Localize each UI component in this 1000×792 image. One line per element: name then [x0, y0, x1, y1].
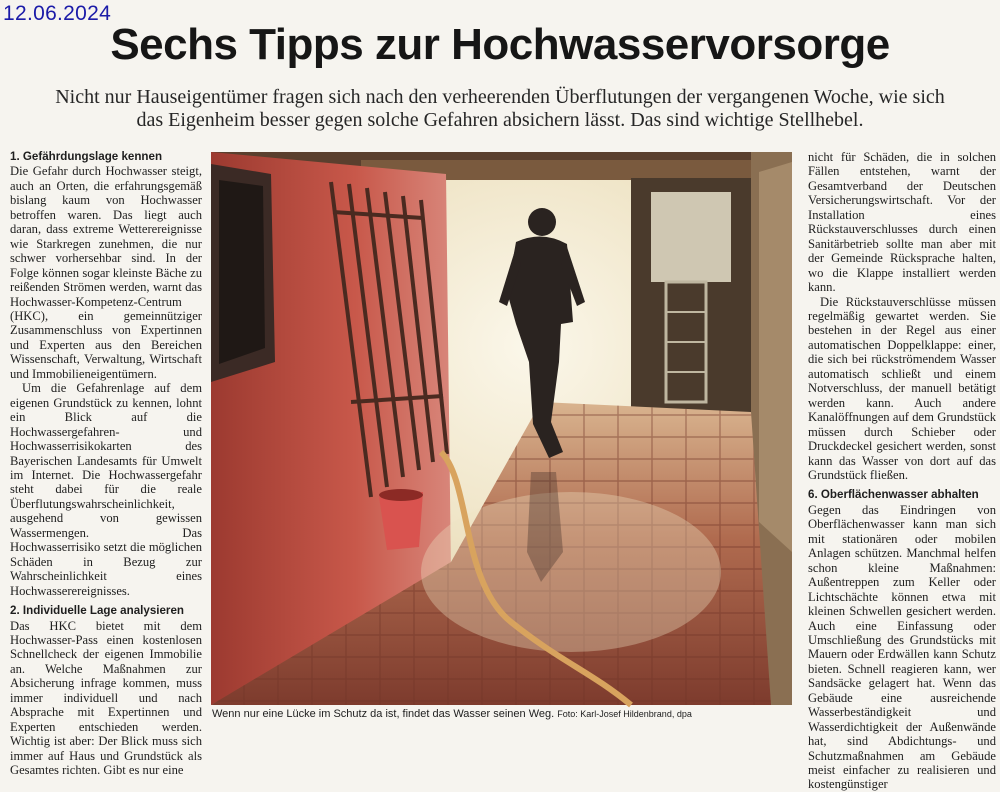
paragraph: Um die Gefahrenlage auf dem eigenen Grundstück zu kennen, lohnt ein Blick auf die Hochwassergefahren- und Hochwasserrisikokarten des Bayerischen Landesamts für Umwelt im Internet. Die Hochwassergefahr steht dabei für die reale Überflutungswahrscheinlichkeit, ausgehend von gewissen Wassermengen. Das Hochwasserrisiko setzt die möglichen Schäden in Bezug zur Wahrscheinlichkeit eines Hochwasserereignisses.	[10, 381, 202, 598]
flooded-basement-photo	[211, 152, 792, 705]
photo-caption	[212, 708, 802, 720]
section-heading-6: 6. Oberflächenwasser abhalten	[808, 488, 979, 502]
left-text-column	[10, 150, 202, 778]
paragraph: Das HKC bietet mit dem Hochwasser-Pass einen kostenlosen Schnellcheck der eigenen Immobilie an. Welche Maßnahmen zur Absicherung infrage kommen, muss immer individuell und nach Absprache mit Expertinnen und Experten entschieden werden. Wichtig ist aber: Der Blick muss sich immer auf Haus und Grundstück als Gesamtes richten. Gibt es nur eine	[10, 618, 202, 778]
caption-text: Wenn nur eine Lücke im Schutz da ist, findet das Wasser seinen Weg.	[212, 708, 555, 720]
intro-paragraph: Nicht nur Hauseigentümer fragen sich nach den verheerenden Überflutungen der vergangenen Woche, wie sich das Eigenheim besser gegen solche Gefahren absichern lässt. Das sind wichtige Stellhebel.	[55, 86, 945, 131]
date-stamp: 12.06.2024	[3, 2, 112, 25]
section-heading-2: 2. Individuelle Lage analysieren	[10, 604, 184, 618]
headline: Sechs Tipps zur Hochwasservorsorge	[110, 20, 890, 69]
right-text-column	[808, 150, 996, 792]
paragraph: nicht für Schäden, die in solchen Fällen entstehen, warnt der Gesamtverband der Deutschen Versicherungswirtschaft. Vor der Installation eines Rückstauverschlusses durch einen Sanitärbetrieb sollte man aber mit der Gemeinde Rücksprache halten, wo die Klappe installiert werden kann.	[808, 150, 996, 295]
section-heading-1: 1. Gefährdungslage kennen	[10, 150, 163, 163]
paragraph: Die Gefahr durch Hochwasser steigt, auch an Orten, die erfahrungsgemäß bislang kaum von Hochwasser betroffen waren. Das liegt auch daran, dass extreme Wetterereignisse wie Starkregen zunehmen, die nur schwer vorhersehbar sind. In der Folge können sogar kleinste Bäche zu reißenden Strömen werden, warnt das Hochwasser-Kompetenz-Centrum (HKC), ein gemeinnütziger Zusammenschluss von Expertinnen und Experten aus den Bereichen Wissenschaft, Verwaltung, Wirtschaft und Immobilieneigentümern.	[10, 164, 202, 381]
photo-credit: Foto: Karl-Josef Hildenbrand, dpa	[557, 709, 692, 719]
paragraph: Die Rückstauverschlüsse müssen regelmäßig gewartet werden. Sie bestehen in der Regel aus einer automatischen Doppelklappe: einer, die sich bei rückströmendem Wasser automatisch schließt und einem Notverschluss, der manuell betätigt werden kann. Auch andere Kanalöffnungen auf dem Grundstück müssen durch Schieber oder Druckdeckel gesichert werden, sonst kann das Wasser von dort auf das Grundstück fließen.	[808, 294, 996, 482]
paragraph: Gegen das Eindringen von Oberflächenwasser kann man sich mit stationären oder mobilen Anlagen schützen. Manchmal helfen schon kleine Maßnahmen: Außentreppen zum Keller oder Lichtschächte können etwa mit kleinen Schwellen gesichert werden. Auch eine Einfassung oder Umschließung des Grundstücks mit Mauern oder Erdwällen kann Schutz bieten. Schnell reagieren kann, wer Sandsäcke gelagert hat. Wenn das Gebäude eine ausreichende Wasserbeständigkeit und Wasserdichtigkeit der Außenwände hat, sind Abdichtungs- und Schutzmaßnahmen am Gebäude meist einfacher zu realisieren und kostengünstiger	[808, 502, 996, 792]
